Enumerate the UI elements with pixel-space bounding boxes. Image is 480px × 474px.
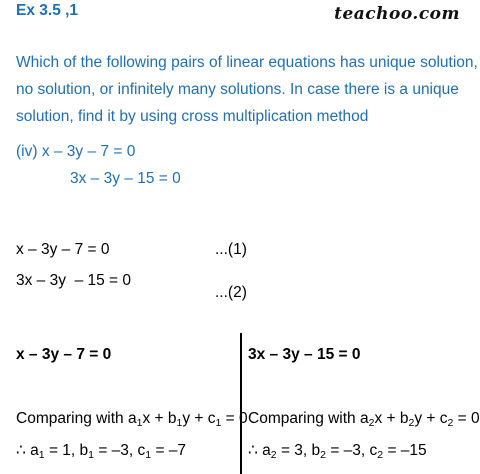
equation-1-reference: ...(1) (215, 241, 247, 258)
question-equation-1: (iv) x – 3y – 7 = 0 (16, 143, 136, 160)
left-column-heading: x – 3y – 7 = 0 (16, 346, 112, 363)
solution-equation-2: 3x – 3y – 15 = 0 (16, 272, 132, 289)
right-column-heading: 3x – 3y – 15 = 0 (248, 346, 361, 363)
solution-equation-1: x – 3y – 7 = 0 (16, 241, 110, 258)
column-divider (240, 333, 242, 474)
question-equation-2: 3x – 3y – 15 = 0 (70, 170, 181, 187)
right-coefficients-line: ∴ $a_2 = 3$, $b_2 = -3$, $c_2 = -15$ (248, 442, 427, 461)
exercise-title: Ex 3.5 ,1 (16, 2, 79, 19)
question-line-2: no solution, or infinitely many solutions. In case there is a unique (16, 81, 459, 98)
teachoo-logo: teachoo.com (334, 4, 460, 24)
question-line-1: Which of the following pairs of linear equations has unique solution, (16, 54, 478, 71)
right-comparing-line: Comparing with $a_2x + b_2y + c_2 = 0$ (248, 410, 480, 429)
left-comparing-line: Comparing with $a_1x + b_1y + c_1 = 0$ (16, 410, 248, 429)
equation-2-reference: ...(2) (215, 284, 247, 301)
left-coefficients-line: ∴ $a_1 = 1$, $b_1 = -3$, $c_1 = -7$ (16, 442, 187, 461)
question-line-3: solution, find it by using cross multiplication method (16, 108, 369, 125)
